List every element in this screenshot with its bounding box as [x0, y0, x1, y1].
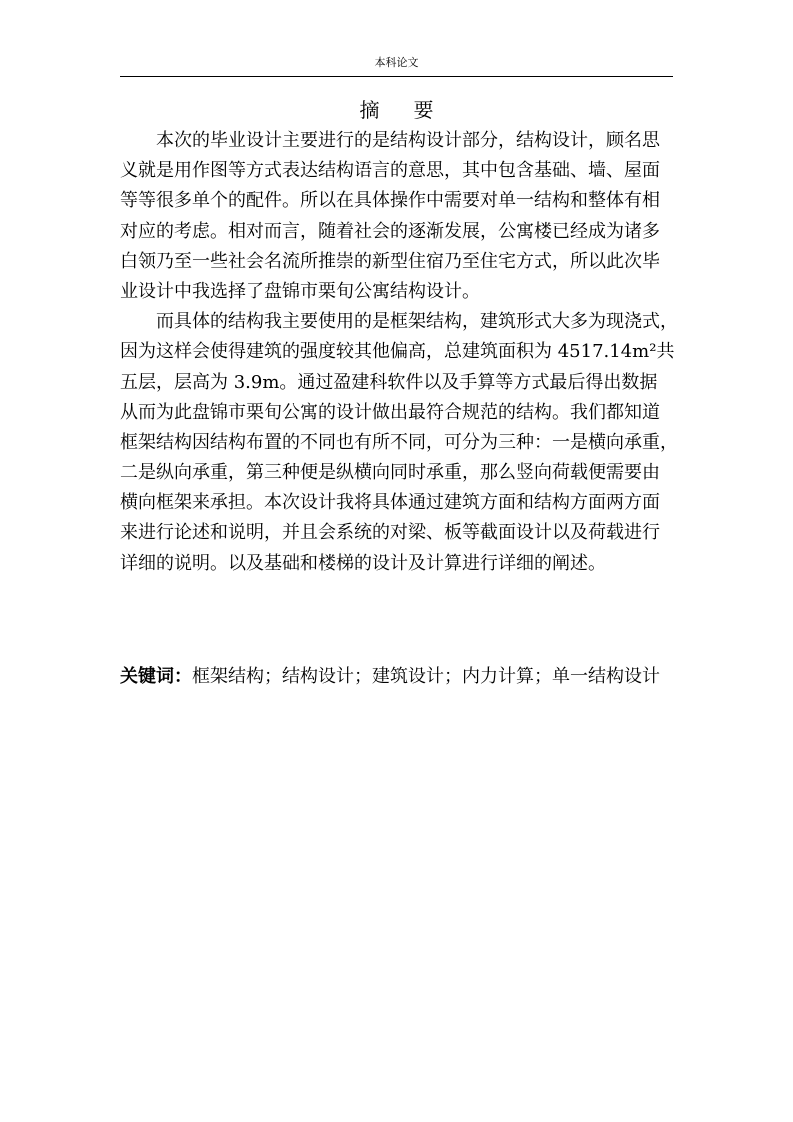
paragraph-line: 对应的考虑。相对而言，随着社会的逐渐发展，公寓楼已经成为诸多: [120, 220, 660, 242]
paragraph-line: 来进行论述和说明，并且会系统的对梁、板等截面设计以及荷载进行: [120, 522, 660, 544]
paragraph-line: 白领乃至一些社会名流所推崇的新型住宿乃至住宅方式，所以此次毕: [120, 250, 660, 272]
title-char-1: 摘: [359, 98, 380, 122]
abstract-body: [120, 126, 678, 579]
paragraph-line: 详细的说明。以及基础和楼梯的设计及计算进行详细的阐述。: [120, 552, 606, 574]
paragraph-line: 业设计中我选择了盘锦市栗旬公寓结构设计。: [120, 280, 480, 302]
paragraph-line: 等等很多单个的配件。所以在具体操作中需要对单一结构和整体有相: [120, 190, 660, 212]
title-char-2: 要: [413, 98, 434, 122]
paragraph-line: 横向框架来承担。本次设计我将具体通过建筑方面和结构方面两方面: [120, 492, 660, 514]
abstract-title: [120, 96, 673, 124]
paragraph-line: 因为这样会使得建筑的强度较其他偏高，总建筑面积为 4517.14m²共: [120, 341, 675, 363]
header-rule: [120, 76, 673, 77]
paragraph-line: 而具体的结构我主要使用的是框架结构，建筑形式大多为现浇式，: [156, 311, 678, 333]
paragraph-line: 五层，层高为 3.9m。通过盈建科软件以及手算等方式最后得出数据: [120, 371, 658, 393]
paragraph-line: 从而为此盘锦市栗旬公寓的设计做出最符合规范的结构。我们都知道: [120, 401, 660, 423]
keywords: [120, 663, 680, 691]
paragraph-line: 义就是用作图等方式表达结构语言的意思，其中包含基础、墙、屋面: [120, 160, 660, 182]
paragraph-line: 二是纵向承重，第三种便是纵横向同时承重，那么竖向荷载便需要由: [120, 462, 660, 484]
keywords-text: 框架结构；结构设计；建筑设计；内力计算；单一结构设计: [192, 666, 660, 687]
paragraph-line: 框架结构因结构布置的不同也有所不同，可分为三种：一是横向承重，: [120, 431, 678, 453]
paragraph-line: 本次的毕业设计主要进行的是结构设计部分，结构设计，顾名思: [156, 130, 660, 151]
page-header: 本科论文: [374, 56, 419, 69]
keywords-label: 关键词：: [120, 666, 192, 687]
